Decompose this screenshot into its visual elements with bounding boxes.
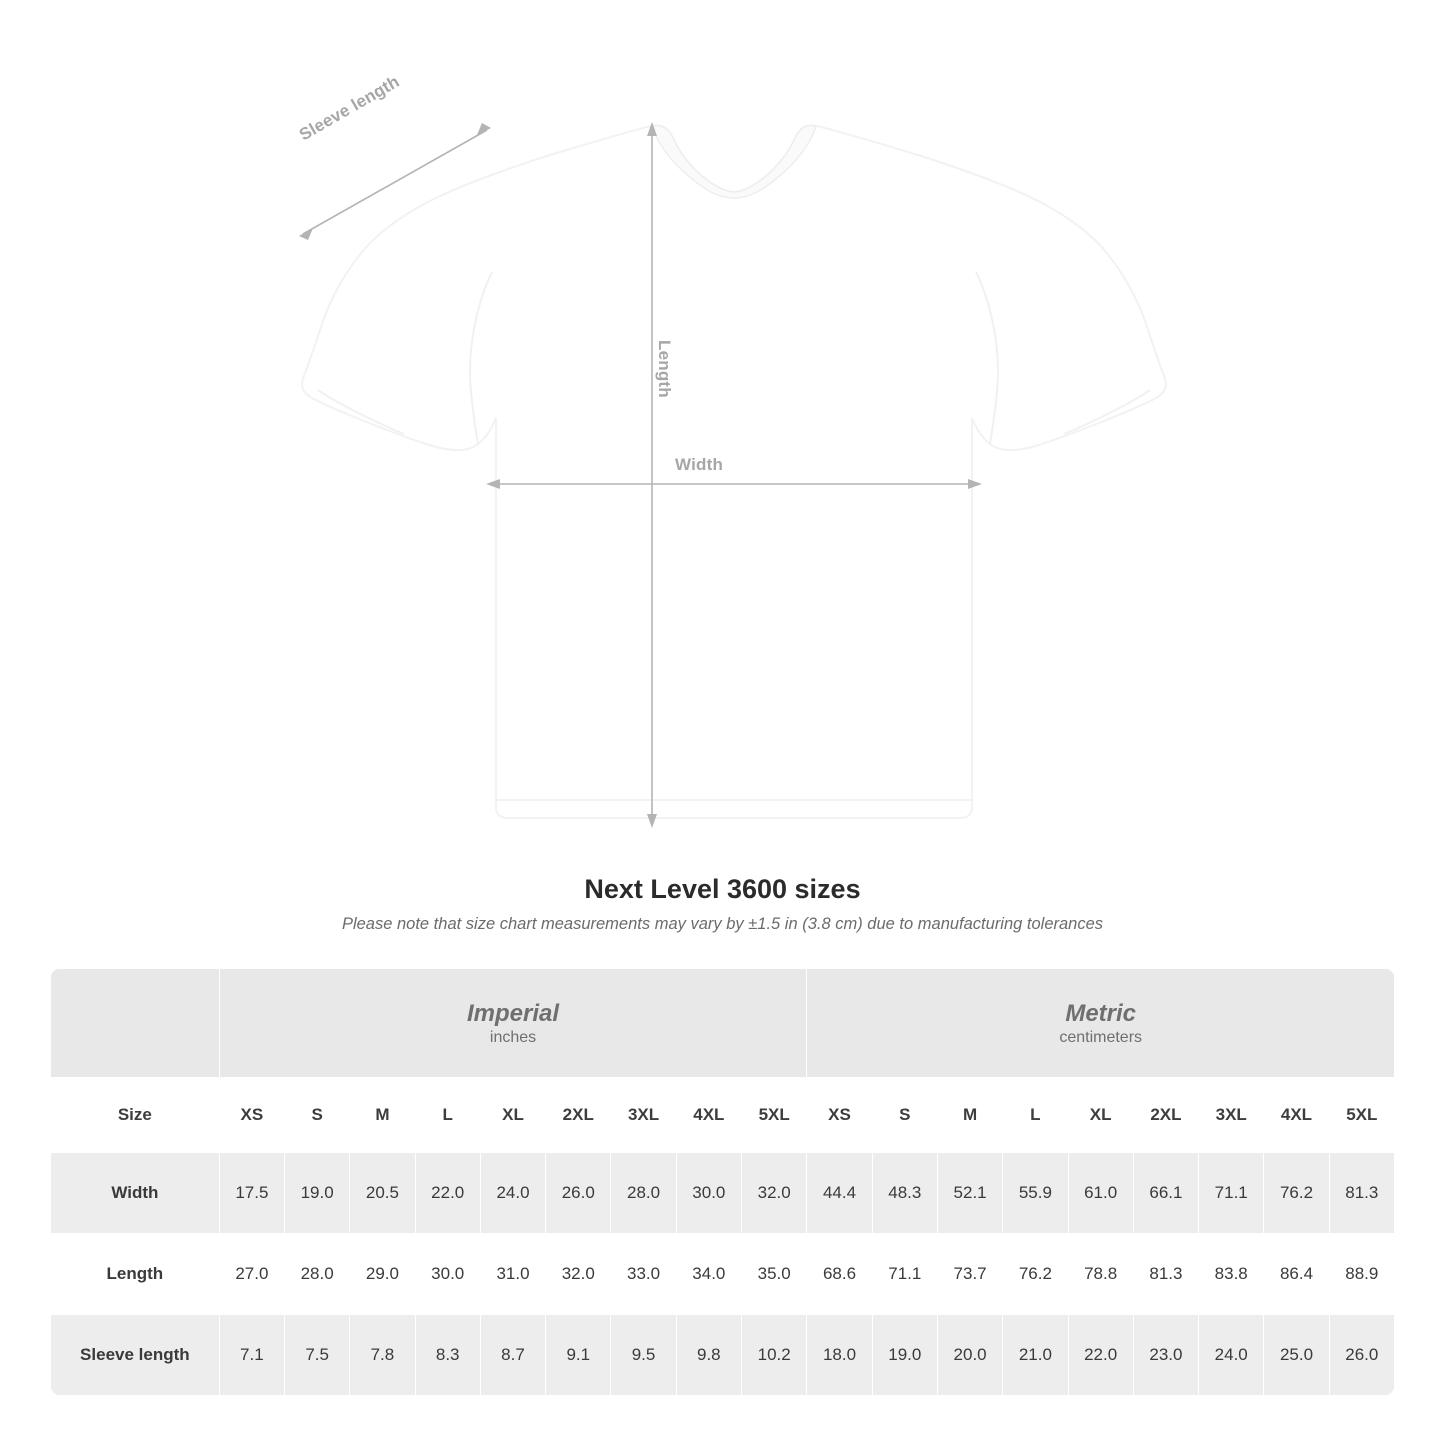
cell-width: 55.9 bbox=[1003, 1153, 1068, 1234]
cell-length: 28.0 bbox=[285, 1234, 350, 1315]
cell-width: 17.5 bbox=[219, 1153, 284, 1234]
cell-width: 24.0 bbox=[480, 1153, 545, 1234]
size-header-cell: 4XL bbox=[1264, 1078, 1329, 1153]
unit-name-metric: Metric bbox=[1065, 1000, 1137, 1027]
cell-length: 68.6 bbox=[807, 1234, 872, 1315]
cell-sleeve-length: 7.5 bbox=[285, 1315, 350, 1396]
cell-sleeve-length: 19.0 bbox=[872, 1315, 937, 1396]
cell-sleeve-length: 26.0 bbox=[1329, 1315, 1394, 1396]
size-header-cell: S bbox=[285, 1078, 350, 1153]
size-header-cell: L bbox=[1003, 1078, 1068, 1153]
cell-length: 31.0 bbox=[480, 1234, 545, 1315]
table-row bbox=[51, 1315, 1395, 1396]
size-header-cell: 2XL bbox=[1133, 1078, 1198, 1153]
table-corner-cell bbox=[51, 969, 220, 1078]
cell-width: 26.0 bbox=[546, 1153, 611, 1234]
width-label: Width bbox=[675, 455, 724, 474]
cell-width: 66.1 bbox=[1133, 1153, 1198, 1234]
title-block bbox=[0, 874, 1445, 934]
cell-sleeve-length: 18.0 bbox=[807, 1315, 872, 1396]
cell-sleeve-length: 7.8 bbox=[350, 1315, 415, 1396]
cell-length: 35.0 bbox=[741, 1234, 806, 1315]
cell-sleeve-length: 22.0 bbox=[1068, 1315, 1133, 1396]
page-title: Next Level 3600 sizes bbox=[584, 874, 861, 904]
cell-width: 28.0 bbox=[611, 1153, 676, 1234]
cell-sleeve-length: 24.0 bbox=[1199, 1315, 1264, 1396]
cell-length: 33.0 bbox=[611, 1234, 676, 1315]
cell-sleeve-length: 9.5 bbox=[611, 1315, 676, 1396]
size-header-cell: M bbox=[350, 1078, 415, 1153]
cell-width: 32.0 bbox=[741, 1153, 806, 1234]
unit-header-metric bbox=[807, 969, 1395, 1078]
row-label-length: Length bbox=[51, 1234, 220, 1315]
cell-sleeve-length: 9.1 bbox=[546, 1315, 611, 1396]
size-header-cell: 5XL bbox=[1329, 1078, 1394, 1153]
cell-length: 73.7 bbox=[937, 1234, 1002, 1315]
size-header-cell: 5XL bbox=[741, 1078, 806, 1153]
cell-sleeve-length: 8.7 bbox=[480, 1315, 545, 1396]
cell-width: 44.4 bbox=[807, 1153, 872, 1234]
size-header-cell: XL bbox=[480, 1078, 545, 1153]
cell-width: 20.5 bbox=[350, 1153, 415, 1234]
cell-length: 83.8 bbox=[1199, 1234, 1264, 1315]
cell-length: 86.4 bbox=[1264, 1234, 1329, 1315]
cell-sleeve-length: 23.0 bbox=[1133, 1315, 1198, 1396]
cell-width: 22.0 bbox=[415, 1153, 480, 1234]
cell-width: 61.0 bbox=[1068, 1153, 1133, 1234]
size-header-cell: S bbox=[872, 1078, 937, 1153]
cell-width: 52.1 bbox=[937, 1153, 1002, 1234]
cell-sleeve-length: 10.2 bbox=[741, 1315, 806, 1396]
size-header-cell: M bbox=[937, 1078, 1002, 1153]
cell-length: 32.0 bbox=[546, 1234, 611, 1315]
row-label-width: Width bbox=[51, 1153, 220, 1234]
size-header-row bbox=[51, 1078, 1395, 1153]
size-header-cell: 3XL bbox=[611, 1078, 676, 1153]
unit-header-imperial bbox=[219, 969, 807, 1078]
cell-length: 29.0 bbox=[350, 1234, 415, 1315]
size-table bbox=[50, 968, 1395, 1396]
cell-sleeve-length: 8.3 bbox=[415, 1315, 480, 1396]
cell-width: 71.1 bbox=[1199, 1153, 1264, 1234]
unit-name-imperial: Imperial bbox=[467, 1000, 560, 1027]
size-header-cell: XS bbox=[219, 1078, 284, 1153]
size-header-cell: 3XL bbox=[1199, 1078, 1264, 1153]
unit-sub-metric: centimeters bbox=[1059, 1029, 1143, 1046]
tshirt-shape bbox=[302, 125, 1166, 818]
tolerance-note: Please note that size chart measurements may vary by ±1.5 in (3.8 cm) due to manufacturing tolerances bbox=[341, 915, 1104, 933]
size-table-wrapper bbox=[50, 968, 1395, 1396]
cell-width: 19.0 bbox=[285, 1153, 350, 1234]
cell-width: 81.3 bbox=[1329, 1153, 1394, 1234]
cell-sleeve-length: 25.0 bbox=[1264, 1315, 1329, 1396]
cell-length: 30.0 bbox=[415, 1234, 480, 1315]
cell-sleeve-length: 7.1 bbox=[219, 1315, 284, 1396]
cell-length: 76.2 bbox=[1003, 1234, 1068, 1315]
cell-length: 71.1 bbox=[872, 1234, 937, 1315]
unit-sub-imperial: inches bbox=[489, 1029, 537, 1046]
cell-width: 48.3 bbox=[872, 1153, 937, 1234]
cell-width: 76.2 bbox=[1264, 1153, 1329, 1234]
table-row bbox=[51, 1153, 1395, 1234]
size-header-cell: L bbox=[415, 1078, 480, 1153]
sleeve-length-label: Sleeve length bbox=[296, 71, 403, 145]
cell-length: 34.0 bbox=[676, 1234, 741, 1315]
size-header-cell: XS bbox=[807, 1078, 872, 1153]
size-row-label: Size bbox=[51, 1078, 220, 1153]
cell-length: 81.3 bbox=[1133, 1234, 1198, 1315]
size-header-cell: XL bbox=[1068, 1078, 1133, 1153]
size-header-cell: 4XL bbox=[676, 1078, 741, 1153]
cell-length: 88.9 bbox=[1329, 1234, 1394, 1315]
cell-sleeve-length: 20.0 bbox=[937, 1315, 1002, 1396]
table-row bbox=[51, 1234, 1395, 1315]
cell-length: 27.0 bbox=[219, 1234, 284, 1315]
size-header-cell: 2XL bbox=[546, 1078, 611, 1153]
cell-sleeve-length: 21.0 bbox=[1003, 1315, 1068, 1396]
cell-sleeve-length: 9.8 bbox=[676, 1315, 741, 1396]
cell-length: 78.8 bbox=[1068, 1234, 1133, 1315]
unit-header-row bbox=[51, 969, 1395, 1078]
cell-width: 30.0 bbox=[676, 1153, 741, 1234]
row-label-sleeve-length: Sleeve length bbox=[51, 1315, 220, 1396]
length-label: Length bbox=[655, 340, 674, 398]
